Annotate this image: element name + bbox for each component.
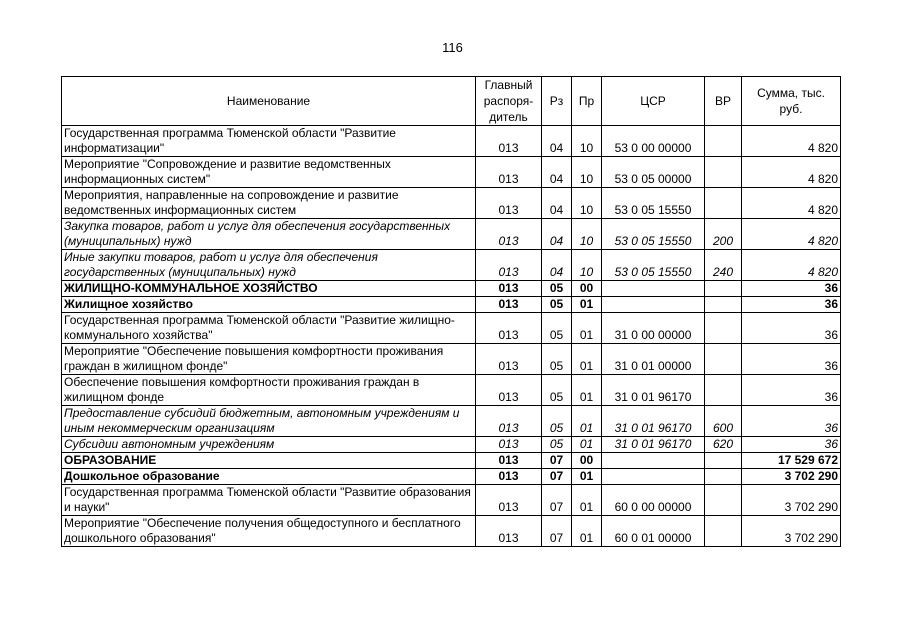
cell-csr: 53 0 05 15550 (602, 219, 705, 250)
header-vr: ВР (705, 77, 742, 126)
cell-sum: 4 820 (742, 126, 841, 157)
table-row (62, 375, 841, 406)
cell-vr (705, 469, 742, 485)
cell-name: Жилищное хозяйство (62, 297, 476, 313)
cell-rz: 05 (542, 281, 572, 297)
cell-admin: 013 (476, 516, 542, 547)
cell-admin: 013 (476, 485, 542, 516)
cell-admin: 013 (476, 126, 542, 157)
cell-name: Мероприятие "Обеспечение повышения комфортности проживания граждан в жилищном фонде" (62, 344, 476, 375)
budget-table (61, 76, 841, 547)
table-row (62, 250, 841, 281)
cell-sum: 36 (742, 437, 841, 453)
cell-sum: 36 (742, 297, 841, 313)
cell-admin: 013 (476, 188, 542, 219)
cell-rz: 04 (542, 188, 572, 219)
cell-admin: 013 (476, 437, 542, 453)
cell-sum: 36 (742, 406, 841, 437)
cell-vr (705, 453, 742, 469)
header-rz: Рз (542, 77, 572, 126)
header-admin: Главный распоря-дитель (476, 77, 542, 126)
cell-admin: 013 (476, 375, 542, 406)
cell-vr (705, 375, 742, 406)
cell-vr (705, 485, 742, 516)
cell-pr: 10 (572, 157, 602, 188)
cell-name: Предоставление субсидий бюджетным, автономным учреждениям и иным некоммерческим организациям (62, 406, 476, 437)
cell-rz: 04 (542, 250, 572, 281)
cell-csr (602, 453, 705, 469)
cell-rz: 05 (542, 375, 572, 406)
cell-pr: 01 (572, 297, 602, 313)
cell-sum: 36 (742, 313, 841, 344)
cell-sum: 4 820 (742, 219, 841, 250)
cell-vr (705, 126, 742, 157)
cell-name: Государственная программа Тюменской области "Развитие образования и науки" (62, 485, 476, 516)
cell-name: ЖИЛИЩНО-КОММУНАЛЬНОЕ ХОЗЯЙСТВО (62, 281, 476, 297)
cell-vr: 600 (705, 406, 742, 437)
cell-pr: 00 (572, 453, 602, 469)
cell-rz: 07 (542, 453, 572, 469)
cell-csr: 53 0 00 00000 (602, 126, 705, 157)
cell-rz: 07 (542, 516, 572, 547)
cell-admin: 013 (476, 406, 542, 437)
cell-csr: 60 0 00 00000 (602, 485, 705, 516)
cell-pr: 10 (572, 250, 602, 281)
cell-rz: 04 (542, 126, 572, 157)
cell-pr: 01 (572, 469, 602, 485)
cell-pr: 01 (572, 437, 602, 453)
cell-csr: 31 0 00 00000 (602, 313, 705, 344)
cell-name: Субсидии автономным учреждениям (62, 437, 476, 453)
cell-name: Обеспечение повышения комфортности проживания граждан в жилищном фонде (62, 375, 476, 406)
cell-csr: 60 0 01 00000 (602, 516, 705, 547)
cell-pr: 10 (572, 219, 602, 250)
cell-csr: 53 0 05 00000 (602, 157, 705, 188)
cell-name: Закупка товаров, работ и услуг для обеспечения государственных (муниципальных) нужд (62, 219, 476, 250)
cell-pr: 01 (572, 313, 602, 344)
cell-admin: 013 (476, 219, 542, 250)
cell-vr (705, 344, 742, 375)
table-row (62, 126, 841, 157)
cell-sum: 4 820 (742, 188, 841, 219)
cell-pr: 01 (572, 375, 602, 406)
cell-admin: 013 (476, 157, 542, 188)
cell-name: Мероприятие "Сопровождение и развитие ведомственных информационных систем" (62, 157, 476, 188)
cell-csr (602, 281, 705, 297)
table-row (62, 281, 841, 297)
cell-sum: 36 (742, 375, 841, 406)
cell-name: Государственная программа Тюменской области "Развитие жилищно-коммунального хозяйства" (62, 313, 476, 344)
cell-name: Иные закупки товаров, работ и услуг для обеспечения государственных (муниципальных) нужд (62, 250, 476, 281)
cell-sum: 36 (742, 281, 841, 297)
cell-pr: 01 (572, 516, 602, 547)
cell-rz: 07 (542, 469, 572, 485)
cell-admin: 013 (476, 453, 542, 469)
table-row (62, 188, 841, 219)
table-row (62, 219, 841, 250)
header-sum: Сумма, тыс. руб. (742, 77, 841, 126)
cell-csr: 31 0 01 96170 (602, 406, 705, 437)
cell-pr: 10 (572, 188, 602, 219)
cell-rz: 05 (542, 344, 572, 375)
header-name: Наименование (62, 77, 476, 126)
table-row (62, 453, 841, 469)
cell-rz: 05 (542, 406, 572, 437)
cell-rz: 07 (542, 485, 572, 516)
cell-pr: 01 (572, 406, 602, 437)
cell-csr: 31 0 01 96170 (602, 437, 705, 453)
cell-name: Мероприятие "Обеспечение получения общедоступного и бесплатного дошкольного образования" (62, 516, 476, 547)
cell-csr: 53 0 05 15550 (602, 250, 705, 281)
cell-csr: 31 0 01 96170 (602, 375, 705, 406)
cell-admin: 013 (476, 313, 542, 344)
table-row (62, 469, 841, 485)
cell-admin: 013 (476, 250, 542, 281)
cell-admin: 013 (476, 344, 542, 375)
cell-sum: 36 (742, 344, 841, 375)
table-row (62, 297, 841, 313)
cell-pr: 01 (572, 485, 602, 516)
cell-pr: 00 (572, 281, 602, 297)
cell-name: Дошкольное образование (62, 469, 476, 485)
cell-vr (705, 516, 742, 547)
table-row (62, 516, 841, 547)
table-row (62, 437, 841, 453)
cell-csr (602, 297, 705, 313)
table-row (62, 344, 841, 375)
header-csr: ЦСР (602, 77, 705, 126)
cell-admin: 013 (476, 281, 542, 297)
cell-vr (705, 188, 742, 219)
table-row (62, 406, 841, 437)
cell-csr: 31 0 01 00000 (602, 344, 705, 375)
cell-sum: 3 702 290 (742, 469, 841, 485)
cell-pr: 10 (572, 126, 602, 157)
cell-sum: 3 702 290 (742, 516, 841, 547)
cell-vr (705, 281, 742, 297)
cell-admin: 013 (476, 469, 542, 485)
cell-csr (602, 469, 705, 485)
cell-name: Мероприятия, направленные на сопровождение и развитие ведомственных информационных систем (62, 188, 476, 219)
table-row (62, 485, 841, 516)
table-row (62, 157, 841, 188)
cell-rz: 04 (542, 157, 572, 188)
cell-rz: 05 (542, 437, 572, 453)
cell-name: ОБРАЗОВАНИЕ (62, 453, 476, 469)
cell-rz: 05 (542, 297, 572, 313)
cell-sum: 3 702 290 (742, 485, 841, 516)
cell-rz: 04 (542, 219, 572, 250)
cell-pr: 01 (572, 344, 602, 375)
cell-vr: 200 (705, 219, 742, 250)
table-row (62, 313, 841, 344)
page-number: 116 (442, 40, 463, 55)
cell-sum: 17 529 672 (742, 453, 841, 469)
header-pr: Пр (572, 77, 602, 126)
cell-vr (705, 297, 742, 313)
cell-vr: 620 (705, 437, 742, 453)
cell-vr: 240 (705, 250, 742, 281)
cell-vr (705, 157, 742, 188)
cell-sum: 4 820 (742, 157, 841, 188)
cell-csr: 53 0 05 15550 (602, 188, 705, 219)
cell-admin: 013 (476, 297, 542, 313)
cell-vr (705, 313, 742, 344)
cell-name: Государственная программа Тюменской области "Развитие информатизации" (62, 126, 476, 157)
table-header-row (62, 77, 841, 126)
cell-sum: 4 820 (742, 250, 841, 281)
cell-rz: 05 (542, 313, 572, 344)
